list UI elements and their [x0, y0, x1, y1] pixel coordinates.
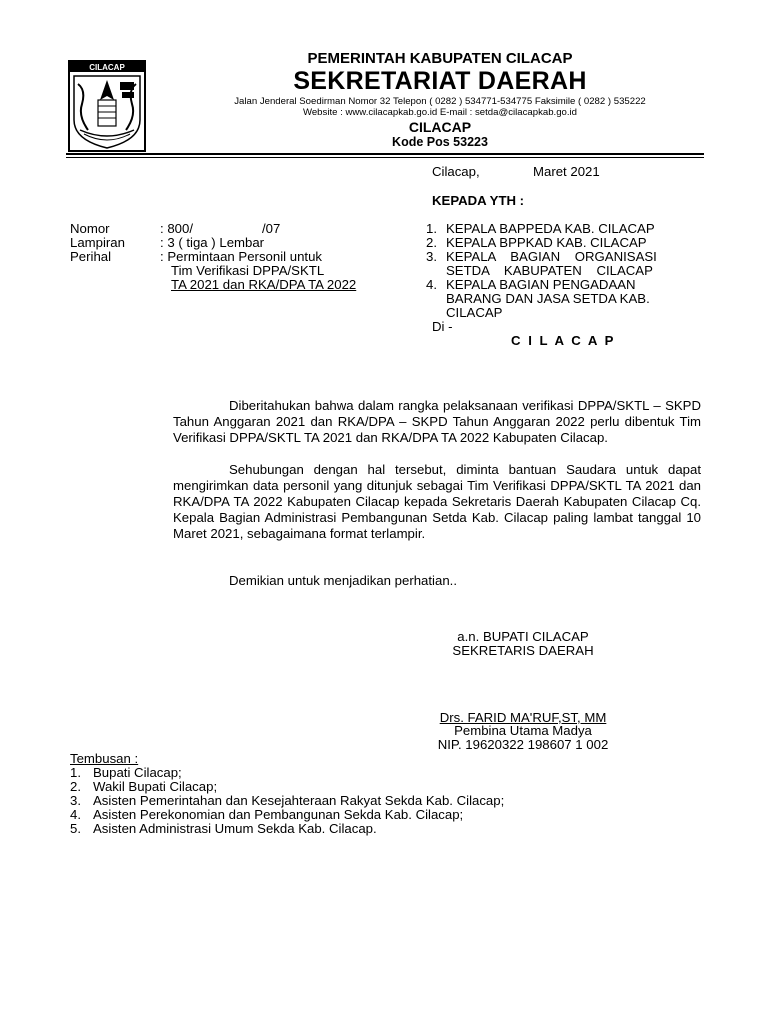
signatory-name: Drs. FARID MA'RUF,ST, MM: [439, 710, 607, 725]
government-name: PEMERINTAH KABUPATEN CILACAP: [307, 50, 573, 67]
tembusan-item-3: Asisten Pemerintahan dan Kesejahteraan Rakyat Sekda Kab. Cilacap;: [93, 793, 505, 808]
signature-on-behalf: a.n. BUPATI CILACAP: [457, 629, 589, 644]
office-web-email: Website : www.cilacapkab.go.id E-mail : setda@cilacapkab.go.id: [302, 107, 578, 118]
recipient-item-3-line-2: SETDA KABUPATEN CILACAP: [446, 263, 653, 278]
recipient-item-4-line-2: BARANG DAN JASA SETDA KAB.: [446, 291, 650, 306]
letterhead-rule-thin: [66, 157, 704, 158]
cilacap-seal-logo: [68, 60, 146, 152]
body-paragraph-1-text: Diberitahukan bahwa dalam rangka pelaksanaan verifikasi DPPA/SKTL – SKPD Tahun Anggaran 2021 dan RKA/DPA – SKPD Tahun Anggaran 2022 perlu dibentuk Tim Verifikasi DPPA/SKTL TA 2021 dan RKA/DPA TA 2022 Kabupaten Cilacap.: [173, 398, 701, 445]
recipient-num-4: 4.: [426, 277, 437, 292]
letterhead-rule-thick: [66, 153, 704, 155]
recipient-di: Di -: [432, 319, 453, 334]
tembusan-item-1: Bupati Cilacap;: [93, 765, 182, 780]
tembusan-item-5: Asisten Administrasi Umum Sekda Kab. Cilacap.: [93, 821, 377, 836]
office-address: Jalan Jenderal Soedirman Nomor 32 Telepon ( 0282 ) 534771-534775 Faksimile ( 0282 ) 535222: [234, 96, 646, 107]
body-paragraph-1: [173, 398, 701, 446]
recipient-num-3: 3.: [426, 249, 437, 264]
closing-sentence: Demikian untuk menjadikan perhatian..: [229, 573, 457, 588]
office-city: CILACAP: [408, 119, 472, 135]
logo-text: CILACAP: [89, 63, 125, 72]
recipient-item-3-line-1: KEPALA BAGIAN ORGANISASI: [446, 249, 657, 264]
tembusan-num-1: 1.: [70, 765, 81, 780]
perihal-line-3: TA 2021 dan RKA/DPA TA 2022: [171, 277, 357, 292]
letter-place: Cilacap,: [432, 164, 480, 179]
body-paragraph-2: [173, 462, 701, 542]
recipient-heading: KEPADA YTH :: [432, 193, 525, 208]
recipient-item-4-line-1: KEPALA BAGIAN PENGADAAN: [446, 277, 636, 292]
lampiran-value: : 3 ( tiga ) Lembar: [160, 235, 265, 250]
nomor-suffix: /07: [262, 221, 281, 236]
postal-code: Kode Pos 53223: [392, 135, 488, 149]
recipient-item-2: KEPALA BPPKAD KAB. CILACAP: [446, 235, 647, 250]
office-name: SEKRETARIAT DAERAH: [293, 67, 587, 95]
tembusan-heading: Tembusan :: [70, 751, 139, 766]
nomor-value: : 800/: [160, 221, 193, 236]
signatory-rank: Pembina Utama Madya: [454, 723, 592, 738]
recipient-num-1: 1.: [426, 221, 437, 236]
lampiran-label: Lampiran: [70, 235, 125, 250]
letter-date: Maret 2021: [533, 164, 600, 179]
tembusan-num-5: 5.: [70, 821, 81, 836]
perihal-label: Perihal: [70, 249, 112, 264]
recipient-item-1: KEPALA BAPPEDA KAB. CILACAP: [446, 221, 655, 236]
tembusan-item-4: Asisten Perekonomian dan Pembangunan Sekda Kab. Cilacap;: [93, 807, 464, 822]
recipient-location: C I L A C A P: [511, 333, 616, 348]
recipient-num-2: 2.: [426, 235, 437, 250]
signatory-nip: NIP. 19620322 198607 1 002: [437, 737, 609, 752]
recipient-item-4-line-3: CILACAP: [446, 305, 503, 320]
perihal-line-2: Tim Verifikasi DPPA/SKTL: [171, 263, 325, 278]
perihal-line-1: : Permintaan Personil untuk: [160, 249, 322, 264]
tembusan-item-2: Wakil Bupati Cilacap;: [93, 779, 218, 794]
body-paragraph-2-text: Sehubungan dengan hal tersebut, diminta bantuan Saudara untuk dapat mengirimkan data personil yang ditunjuk sebagai Tim Verifikasi DPPA/SKTL TA 2021 dan RKA/DPA TA 2022 Kabupaten Cilacap kepada Sekretaris Daerah Kabupaten Cilacap Cq. Kepala Bagian Administrasi Pembangunan Setda Kab. Cilacap paling lambat tanggal 10 Maret 2021, sebagaimana format terlampir.: [173, 462, 701, 541]
nomor-label: Nomor: [70, 221, 110, 236]
tembusan-num-4: 4.: [70, 807, 81, 822]
tembusan-num-2: 2.: [70, 779, 81, 794]
tembusan-num-3: 3.: [70, 793, 81, 808]
signature-title: SEKRETARIS DAERAH: [452, 643, 594, 658]
